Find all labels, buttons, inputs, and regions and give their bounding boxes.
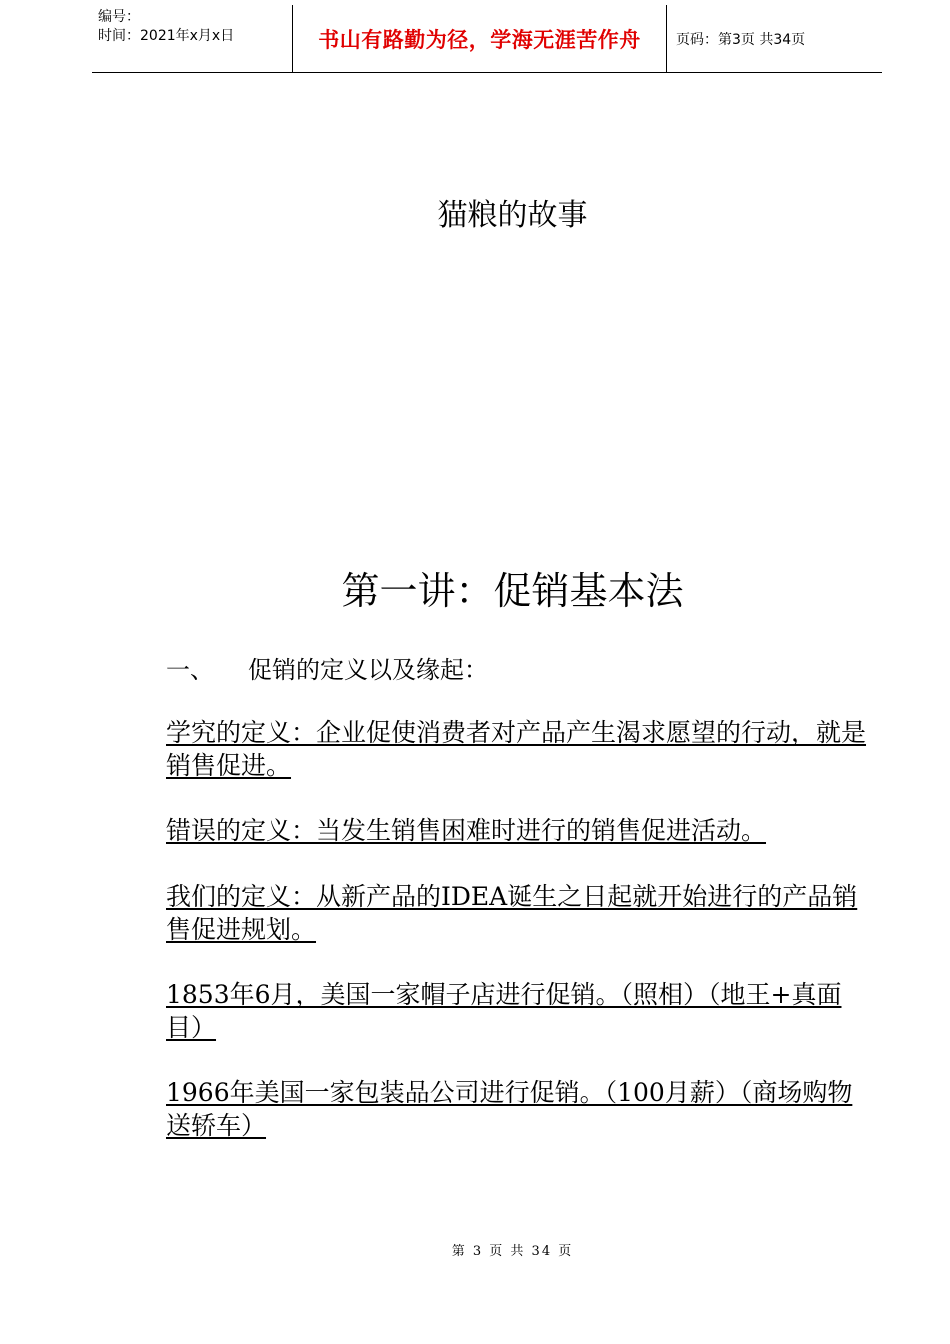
paragraph-history-1853	[166, 978, 866, 1044]
lecture-title: 第一讲：促销基本法	[341, 569, 684, 613]
header-meta	[92, 5, 293, 72]
document-time-label: 时间：2021年x月x日	[98, 28, 235, 44]
paragraph-history-1966	[166, 1076, 866, 1142]
paragraph-wrong-definition	[166, 814, 866, 847]
paragraph-text: 1853年6月，美国一家帽子店进行促销。（照相）（地王+真面目）	[166, 980, 842, 1042]
section-heading	[166, 650, 488, 685]
page-footer: 第 3 页 共 34 页	[451, 1244, 574, 1259]
story-title: 猫粮的故事	[437, 198, 588, 233]
section-number: 一、	[166, 656, 214, 684]
section-title: 促销的定义以及缘起：	[248, 656, 488, 684]
paragraph-text: 1966年美国一家包装品公司进行促销。（100月薪）（商场购物送轿车）	[166, 1078, 853, 1140]
header-motto: 书山有路勤为径，学海无涯苦作舟	[318, 27, 641, 52]
paragraph-academic-definition	[166, 716, 866, 782]
paragraph-text: 学究的定义：企业促使消费者对产品产生渴求愿望的行动，就是销售促进。	[166, 718, 867, 780]
paragraph-our-definition	[166, 880, 866, 946]
document-number-label: 编号：	[98, 9, 140, 25]
paragraph-text: 我们的定义：从新产品的IDEA诞生之日起就开始进行的产品销售促进规划。	[166, 882, 858, 944]
header-page-info: 页码：第3页 共34页	[676, 31, 806, 48]
header-motto-cell	[293, 5, 667, 72]
page-header	[92, 5, 882, 73]
paragraph-text: 错误的定义：当发生销售困难时进行的销售促进活动。	[166, 816, 767, 845]
